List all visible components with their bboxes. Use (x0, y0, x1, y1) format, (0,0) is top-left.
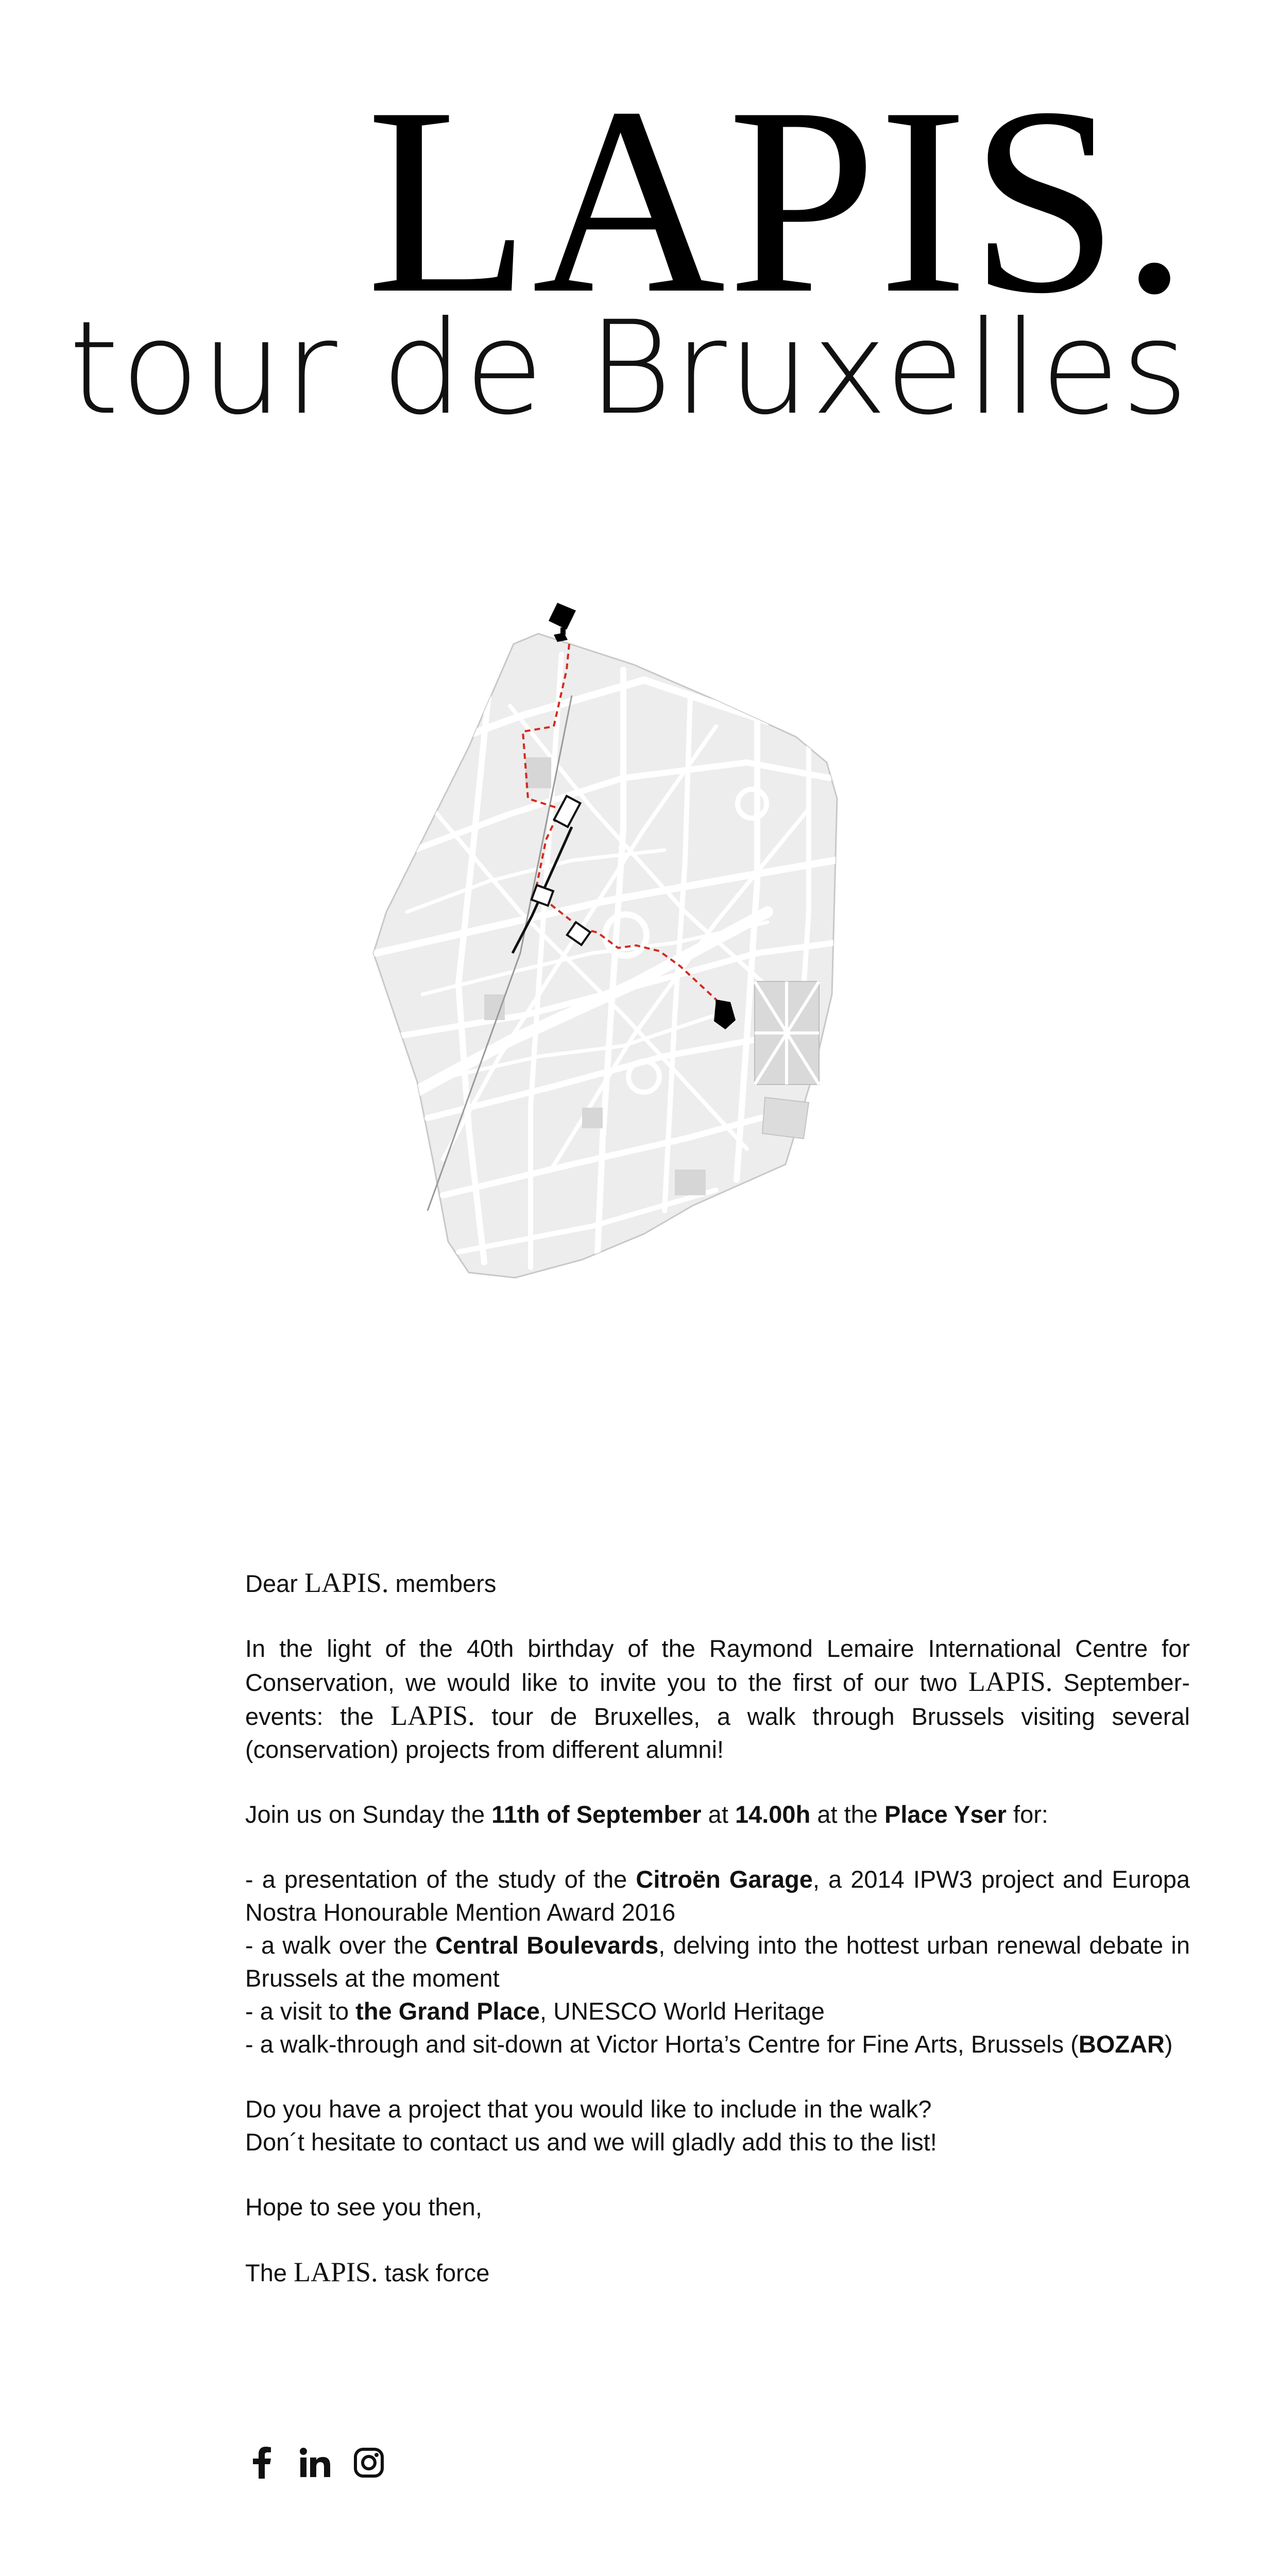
city-block-area (373, 634, 837, 1278)
project-request: Do you have a project that you would like to include in the walk? Don´t hesitate to contact us and we will gladly add this to the list! (245, 2095, 937, 2156)
instagram-icon[interactable] (352, 2446, 385, 2479)
brand-name: LAPIS. (968, 1666, 1053, 1697)
stop-place-yser-marker (549, 603, 576, 642)
event-place: Place Yser (884, 1801, 1007, 1828)
page-subtitle: tour de Bruxelles (69, 293, 1190, 443)
event-date: 11th of September (491, 1801, 702, 1828)
linkedin-icon[interactable] (299, 2446, 332, 2479)
event-time: 14.00h (735, 1801, 811, 1828)
intro-paragraph: In the light of the 40th birthday of the Raymond Lemaire International Centre for Conservation, we would like to invite you to the first of our two LAPIS. September-events: the LAPIS. tour de Bruxelles, a walk through Brussels visiting several (conservation) projects from different alumni! (245, 1635, 1190, 1763)
invitation-letter (245, 1566, 1190, 2321)
facebook-icon[interactable] (245, 2446, 278, 2479)
brand-name: LAPIS. (304, 1567, 389, 1598)
greeting: Dear LAPIS. members (245, 1567, 497, 1598)
closing: Hope to see you then, (245, 2193, 482, 2221)
list-item: - a walk-through and sit-down at Victor Horta’s Centre for Fine Arts, Brussels (BOZAR) (245, 2030, 1173, 2058)
signature: The LAPIS. task force (245, 2257, 490, 2287)
program-list (245, 1863, 1190, 2061)
park-area (755, 981, 819, 1139)
lapis-logo: LAPIS. (366, 53, 1190, 349)
brussels-route-map (355, 592, 963, 1396)
list-item: - a visit to the Grand Place, UNESCO World Heritage (245, 1997, 825, 2025)
brand-name: LAPIS. (294, 2257, 378, 2287)
social-links (245, 2445, 385, 2481)
list-item: - a presentation of the study of the Citroën Garage, a 2014 IPW3 project and Europa Nostra Honourable Mention Award 2016 (245, 1866, 1190, 1926)
list-item: - a walk over the Central Boulevards, delving into the hottest urban renewal debate in Brussels at the moment (245, 1931, 1190, 1992)
event-details: Join us on Sunday the 11th of September at 14.00h at the Place Yser for: (245, 1801, 1048, 1828)
brand-name: LAPIS. (390, 1700, 475, 1731)
